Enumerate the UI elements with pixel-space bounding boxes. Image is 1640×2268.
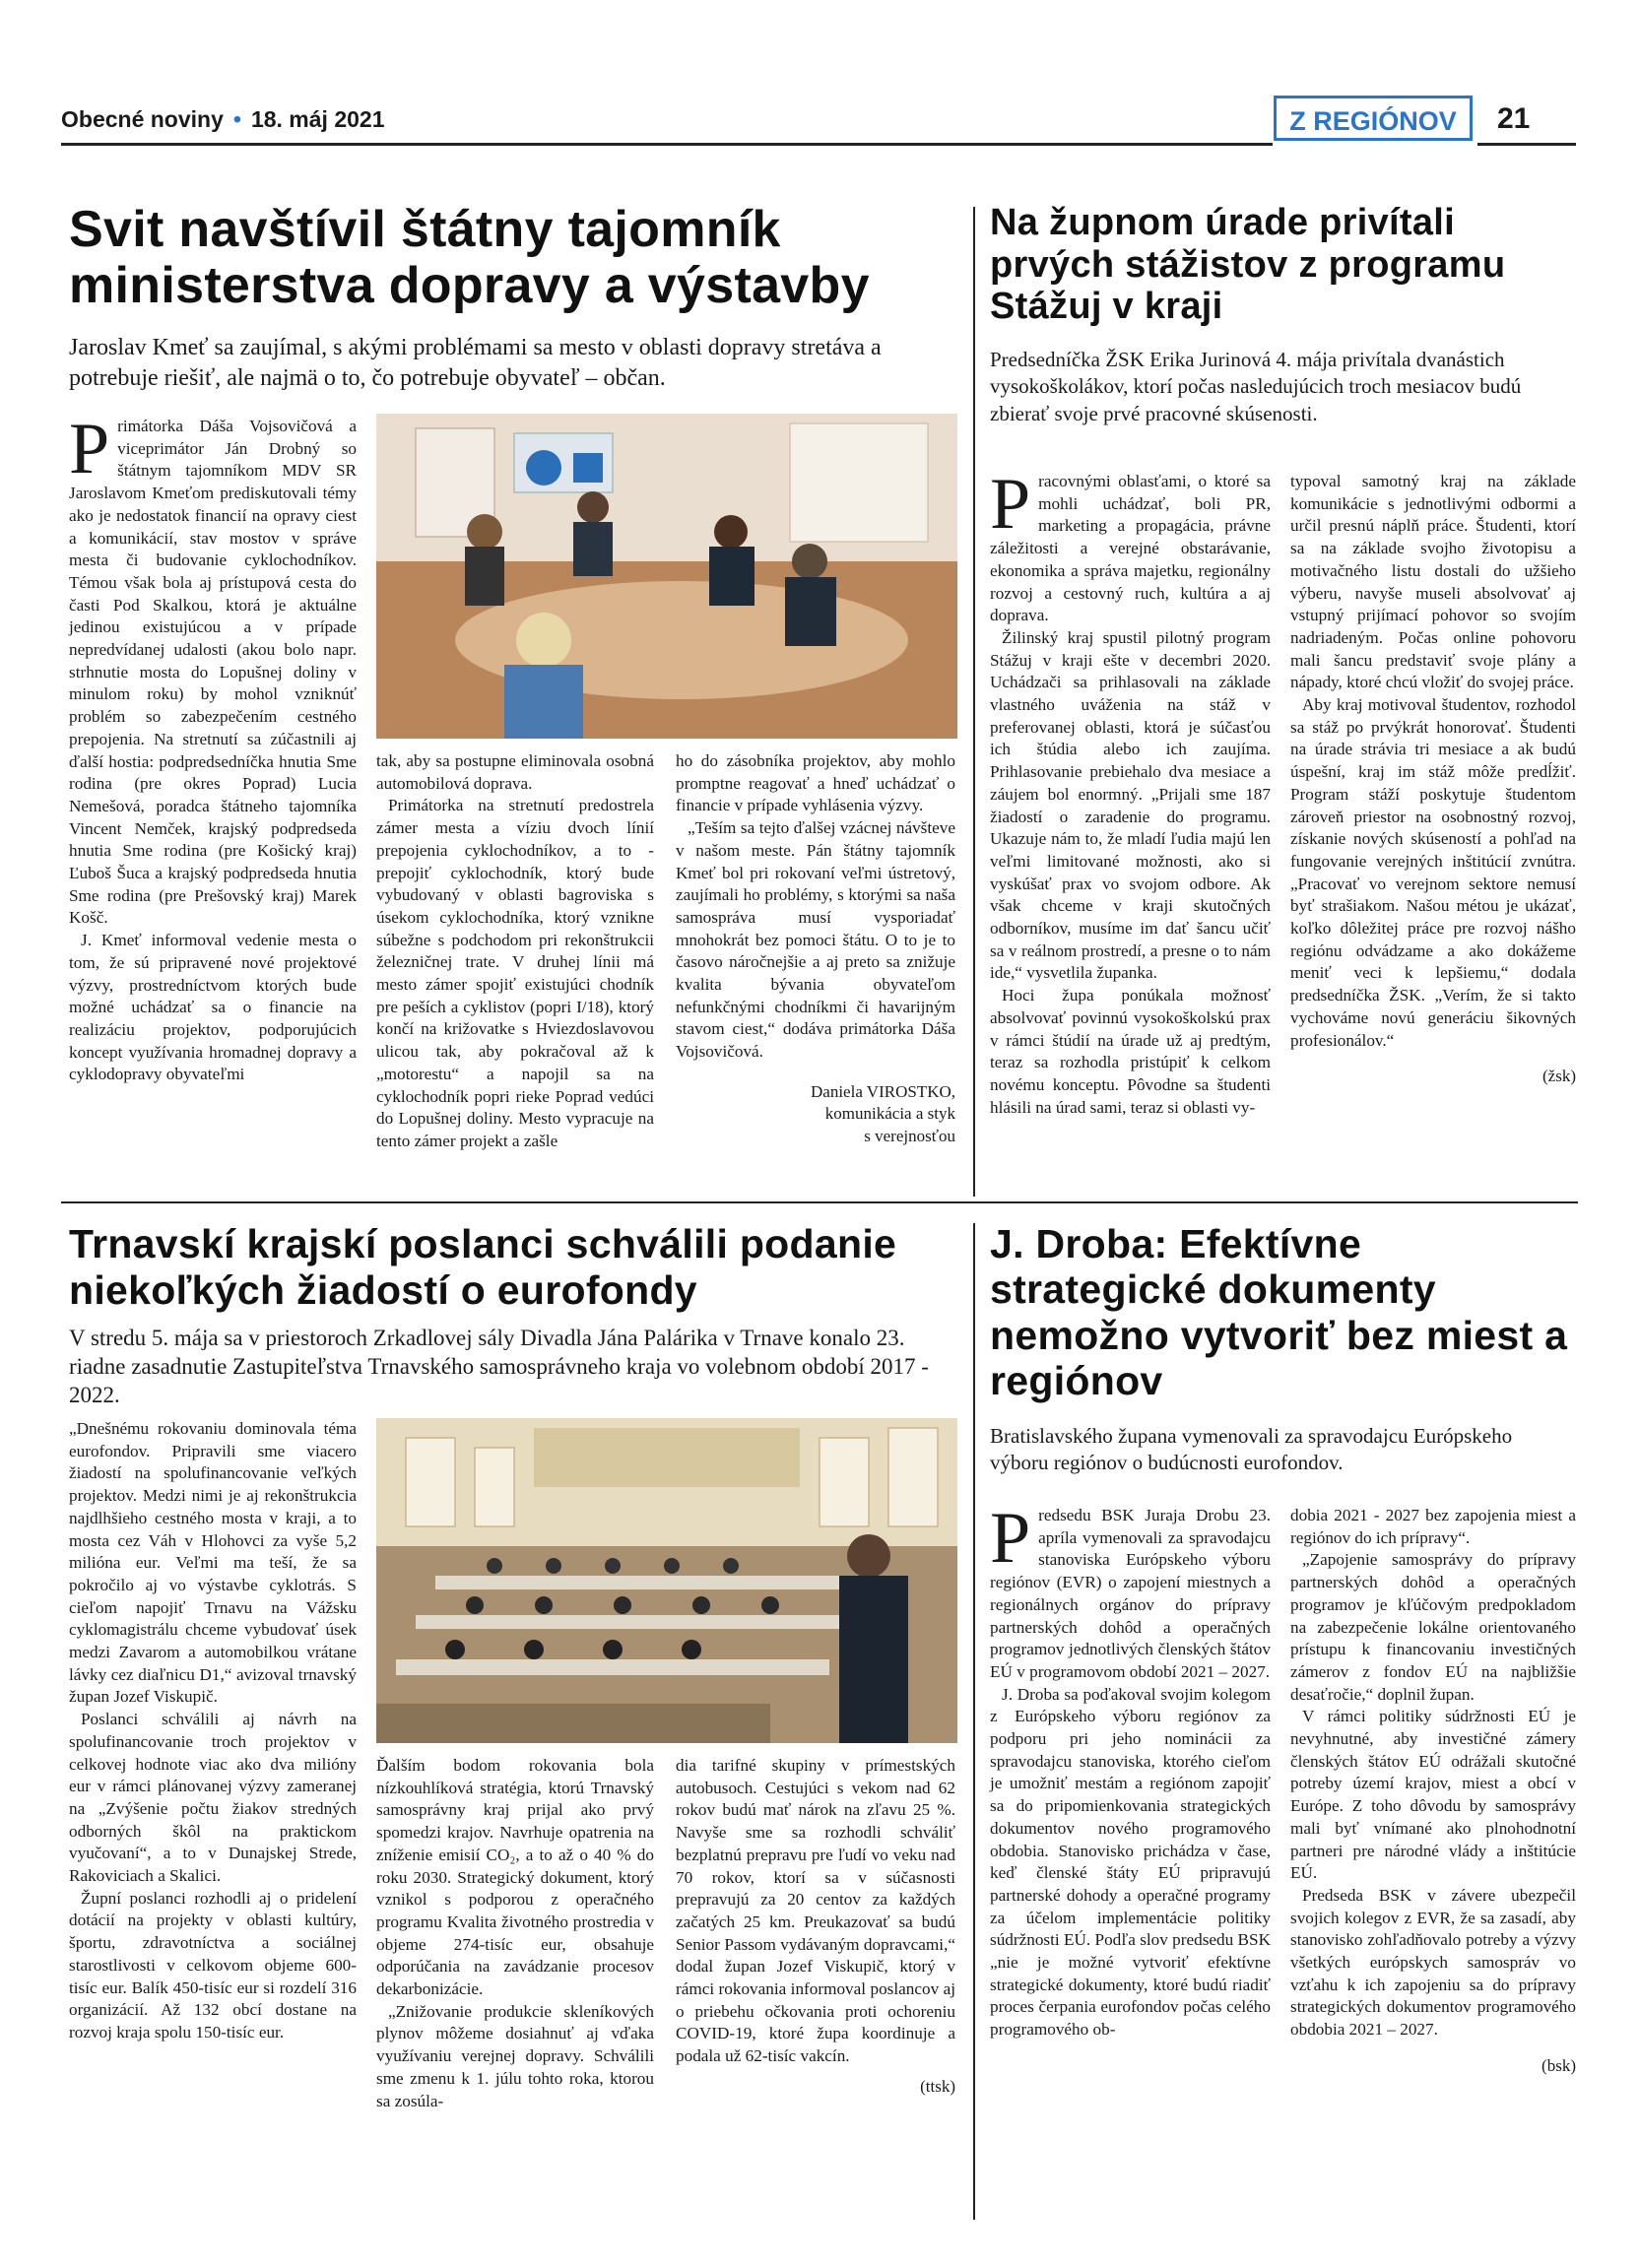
article1-para: „Teším sa tejto ďalšej vzácnej návšteve v našom meste. Pán štátny tajomník Kmeť bol pri rokovaní veľmi ústretový, zaujímali ho problémy, s ktorými sa naša samospráva musí vysporiadať mnohokrát bez pomoci štátu. O to je to časovo náročnejšie a aj preto sa znižuje kvalita bývania obyvateľom nefunkčnými chodníkmi či havarijným stavom ciest,“ dodáva primátorka Dáša Vojsovičová. xyxy=(676,818,955,1062)
article1-column1 xyxy=(69,409,357,1086)
article3-column1 xyxy=(69,1418,357,2044)
signature-line: s verejnosťou xyxy=(864,1126,955,1145)
article4-title: J. Droba: Efektívne strategické dokumenty nemožno vytvoriť bez miest a regiónov xyxy=(990,1221,1568,1403)
drop-cap: P xyxy=(69,409,110,489)
paper-name: Obecné noviny xyxy=(61,106,224,132)
article2-para: Žilinský kraj spustil pilotný program Stážuj v kraji ešte v decembri 2020. Uchádzači sa prihlasovali na základe vlastného uváženia na stáž v preferovanej oblasti, ktorá je súčasťou ich štúdia alebo ich zaujíma. Prihlasovanie prebiehalo dva mesiace a záujem bol enormný. „Prijali sme 187 žiadostí o zaradenie do programu. Ukazuje nám to, že mladí ľudia majú len veľmi limitované možnosti, ako si vyskúšať prax vo svojom odbore. Ak však chceme v kraji skutočných odborníkov, musíme im dať šancu učiť sa v reálnom prostredí, a presne o to nám ide,“ vysvetlila županka. xyxy=(990,627,1271,983)
article3-title: Trnavskí krajskí poslanci schválili podanie niekoľkých žiadostí o eurofondy xyxy=(69,1221,897,1314)
article4-para: Predsedu BSK Juraja Drobu 23. apríla vymenovali za spravodajcu stanoviska Európskeho výboru regiónov (EVR) o zapojení miestnych a regionálnych orgánov do prípravy partnerských dohôd a operačných programov jednotlivých členských štátov EÚ v programovom období 2021 – 2027. xyxy=(990,1498,1271,1681)
article1-para: J. Kmeť informoval vedenie mesta o tom, že sú pripravené nové projektové výzvy, prostredníctvom ktorých bude možné uchádzať sa o financie na realizáciu projektov, podporujúcich koncept využívania hromadnej dopravy a cyklodopravy obyvateľmi xyxy=(69,931,357,1084)
article4-para: dobia 2021 - 2027 bez zapojenia miest a regiónov do ich prípravy“. xyxy=(1290,1506,1576,1547)
council-hall-photo xyxy=(376,1418,957,1743)
article1-para: ho do zásobníka projektov, aby mohlo promptne reagovať a hneď uchádzať o financie v prípade vyhlásenia výzvy. xyxy=(676,751,955,815)
article1-signature xyxy=(676,1081,955,1147)
article3-para: Poslanci schválili aj návrh na spolufinancovanie troch projektov v celkovej hodnote viac ako dva milióny eur v rámci plánovanej výzvy zameranej na „Zvýšenie počtu žiakov stredných odborných škôl na praktickom vyučovaní“, a to v Dunajskej Strede, Rakoviciach a Skalici. xyxy=(69,1710,357,1886)
header-rule-right xyxy=(1477,143,1576,146)
article2-para: Pracovnými oblasťami, o ktoré sa mohli uchádzať, boli PR, marketing a propagácia, právne záležitosti a verejné obstarávanie, ekonomika a správa majetku, regionálny rozvoj a cestovný ruch, kultúra a aj doprava. xyxy=(990,464,1271,625)
article3-tag: (ttsk) xyxy=(920,2076,955,2096)
issue-date: 18. máj 2021 xyxy=(250,106,385,132)
article4-column2 xyxy=(1290,1505,1576,2077)
article2-para: typoval samotný kraj na základe komunikácie s jednotlivými odbormi a určil presnú náplň práce. Študenti, ktorí sa na základe svojho životopisu a motivačného listu dostali do užšieho výberu, navyše museli absolvovať aj vstupný prijímací pohovor so svojím nadriadeným. Počas online pohovoru mali šancu predstaviť svoje plány a nápady, ktoré chcú vložiť do svojej práce. xyxy=(1290,472,1576,692)
bullet-icon: • xyxy=(232,106,241,132)
drop-cap: P xyxy=(990,464,1031,545)
article3-lead: V stredu 5. mája sa v priestoroch Zrkadlovej sály Divadla Jána Palárika v Trnave konalo 23. riadne zasadnutie Zastupiteľstva Trnavského samosprávneho kraja vo volebnom období 2017 - 2022. xyxy=(69,1326,929,1407)
section-rule xyxy=(61,1201,1578,1203)
article2-column2 xyxy=(1290,471,1576,1088)
article2-para: Hoci župa ponúkala možnosť absolvovať povinnú vysokoškolskú prax v rámci štúdií na úrade už aj predtým, teraz sa rozhodla pristúpiť k celkom novému konceptu. Pôvodne sa študenti hlásili na úrad sami, teraz si oblasti vy- xyxy=(990,986,1271,1117)
article2-lead: Predsedníčka ŽSK Erika Jurinová 4. mája privítala dvanástich vysokoškolákov, ktorí počas nasledujúcich troch mesiacov budú zbierať svoje prvé pracovné skúsenosti. xyxy=(990,348,1522,425)
signature-line: Daniela VIROSTKO, xyxy=(811,1081,955,1101)
article3-column3 xyxy=(676,1755,955,2098)
article2-title: Na župnom úrade privítali prvých stážistov z programu Stážuj v kraji xyxy=(990,202,1506,328)
article2-column1 xyxy=(990,464,1271,1119)
article1-para: Primátorka na stretnutí predostrela zámer mesta a víziu dvoch línií prepojenia cyklochodníkov, a to - prepojiť cyklochodník, ktorý bude vybudovaný v oblasti bagroviska s úsekom cyklochodníka, ktorý vznikne súbežne s podchodom pri rekonštrukcii železničnej trate. V druhej línii má mesto zámer spojiť existujúci chodník pre peších a cyklistov (popri I/18), ktorý končí na križovatke s Hviezdoslavovou ulicou tak, aby pokračoval až k „motorestu“ a napojil sa na cyklochodník popri rieke Poprad vedúci do Lopušnej doliny. Mesto vypracuje na tento zámer projekt a zašle xyxy=(376,796,654,1150)
article1-para: Primátorka Dáša Vojsovičová a viceprimátor Ján Drobný so štátnym tajomníkom MDV SR Jaroslavom Kmeťom prediskutovali témy ako je nedostatok financií na opravy ciest a komunikácií, stav mostov v správe mesta či budovanie cyklochodníkov. Témou však bola aj prístupová cesta do časti Pod Skalkou, ktorá je aktuálne jedinou existujúcou a v prípade nepredvídanej udalosti (akou bolo napr. strhnutie mosta do Lopušnej doliny v minulom roku) by mohol vzniknúť problém so zabezpečením cestného prepojenia. Na stretnutí sa zúčastnili aj ďalší hostia: podpredsedníčka hnutia Sme rodina (pre okres Poprad) Lucia Nemešová, poradca štátneho tajomníka Vincent Nemček, krajský podpredseda hnutia Sme rodina (pre Košický kraj) Ľuboš Šuca a krajský podpredseda hnutia Sme rodina (pre Prešovský kraj) Marek Košč. xyxy=(69,409,357,928)
column-divider-bottom xyxy=(973,1223,975,2220)
article1-column2 xyxy=(376,750,654,1153)
article3-para: dia tarifné skupiny v prímestských autobusoch. Cestujúci s vekom nad 62 rokov budú mať nárok na zľavu 25 %. Navyše sme sa rozhodli schváliť bezplatnú prepravu pre ľudí vo veku nad 70 rokov, ktorí sa v súčasnosti prepravujú za 20 centov za každých začatých 25 km. Preukazovať sa budú Senior Passom vydávaným dopravcami,“ dodal župan Jozef Viskupič, ktorý v rámci rokovania informoval poslancov aj o priebehu očkovania proti ochoreniu COVID-19, ktoré župa koordinuje a podala už 62-tisíc vakcín. xyxy=(676,1756,955,2066)
masthead xyxy=(61,106,385,133)
article4-para: V rámci politiky súdržnosti EÚ je nevyhnutné, aby investičné zámery členských štátov EÚ odrážali skutočné potreby území krajov, miest a obcí v Európe. Z toho dôvodu by samosprávy mali byť vnímané ako plnohodnotní partneri pre národné vlády a inštitúcie EÚ. xyxy=(1290,1707,1576,1883)
article2-para: Aby kraj motivoval študentov, rozhodol sa stáž po prvýkrát honorovať. Študenti na úrade strávia tri mesiace a ak budú úspešní, kraj im stáž môže predĺžiť. Program stáží poskytuje študentom zároveň priestor na osobnostný rozvoj, získanie nových skúseností a pohľad na fungovanie verejných inštitúcií zvnútra. „Pracovať vo verejnom sektore nemusí byť strašiakom. Našou métou je ukázať, koľko dôležitej práce pre rozvoj nášho regiónu odvádzame a ako dokážeme meniť veci k lepšiemu,“ dodala predsedníčka ŽSK. „Verím, že si takto vychováme novú generáciu šikovných profesionálov.“ xyxy=(1290,695,1576,1050)
article1-column3 xyxy=(676,750,955,1147)
article1-title: Svit navštívil štátny tajomník ministerstva dopravy a výstavby xyxy=(69,201,870,315)
article4-para: Predseda BSK v závere ubezpečil svojich kolegov z EVR, že sa zasadí, aby stanovisko zohľadňovalo potreby a výzvy všetkých európskych samospráv vo vzťahu k ich zapojeniu sa do prípravy strategických dokumentov programového obdobia 2021 – 2027. xyxy=(1290,1885,1576,2040)
article4-para: J. Droba sa poďakoval svojim kolegom z Európskeho výboru regiónov za podporu pri jeho nominácii za spravodajcu stanoviska, ktorého cieľom je umožniť mestám a regiónom zapojiť sa do pripomienkovania strategických dokumentov nového programového obdobia. Stanovisko prichádza v čase, keď členské štáty EÚ pripravujú partnerské dohody a operačné programy za účelom implementácie politiky súdržnosti EÚ. Podľa slov predsedu BSK „nie je možné vytvoriť efektívne strategické dokumenty, ktoré budú riadiť proces čerpania eurofondov počas celého programového ob- xyxy=(990,1684,1271,2040)
article1-lead: Jaroslav Kmeť sa zaujímal, s akými problémami sa mesto v oblasti dopravy stretáva a potrebuje riešiť, ale najmä o to, čo potrebuje obyvateľ – občan. xyxy=(69,335,882,392)
article4-column1 xyxy=(990,1498,1271,2041)
article2-tag: (žsk) xyxy=(1542,1067,1576,1086)
signature-line: komunikácia a styk xyxy=(824,1104,955,1124)
meeting-room-photo xyxy=(376,414,957,739)
header-rule xyxy=(61,143,1273,146)
article4-para: „Zapojenie samosprávy do prípravy partnerských dohôd a operačných programov je kľúčovým predpokladom na zabezpečenie lokálne orientovaného prístupu k financovaniu investičných zámerov z fondov EÚ na najbližšie desaťročie,“ doplnil župan. xyxy=(1290,1550,1576,1704)
section-rubric: Z REGIÓNOV xyxy=(1274,96,1473,141)
column-divider-top xyxy=(973,207,975,1197)
article3-para: Ďalším bodom rokovania bola nízkouhlíková stratégia, ktorú Trnavský samosprávny kraj prijal ako prvý spomedzi krajov. Navrhuje opatrenia na zníženie emisií CO₂, a to až o 40 % do roku 2030. Strategický dokument, ktorý vznikol s podporou z operačného programu Kvalita životného prostredia v objeme 274-tisíc eur, obsahuje odporúčania na zavádzanie procesov dekarbonizácie. xyxy=(376,1756,654,1999)
article4-tag: (bsk) xyxy=(1542,2055,1576,2075)
article3-para: „Dnešnému rokovaniu dominovala téma eurofondov. Pripravili sme viacero žiadostí na spolufinancovanie veľkých projektov. Medzi nimi je aj rekonštrukcia najdlhšieho cestného mosta v kraji, a to mosta cez Váh v Hlohovci za vyše 5,2 milióna eur. Veľmi ma teší, že sa pokročilo aj vo výstavbe cyklotrás. S cieľom napojiť Trnavu na Vážsku cyklomagistrálu chceme vybudovať úsek medzi Zavarom a automobilkou vrátane lávky cez diaľnicu D1,“ avizoval trnavský župan Jozef Viskupič. xyxy=(69,1419,357,1707)
article1-para: tak, aby sa postupne eliminovala osobná automobilová doprava. xyxy=(376,751,654,793)
article3-para: „Znižovanie produkcie skleníkových plynov môžeme dosiahnuť aj vďaka využívaniu verejnej dopravy. Schválili sme zmenu k 1. júlu tohto roka, ktorou sa zosúla- xyxy=(376,2001,654,2110)
drop-cap: P xyxy=(990,1498,1031,1579)
article3-column2 xyxy=(376,1755,654,2112)
article4-lead: Bratislavského župana vymenovali za spravodajcu Európskeho výboru regiónov o budúcnosti eurofondov. xyxy=(990,1424,1513,1475)
page-number: 21 xyxy=(1497,102,1531,135)
article3-para: Župní poslanci rozhodli aj o pridelení dotácií na projekty v oblasti kultúry, športu, zdravotníctva a sociálnej starostlivosti v celkovom objeme 600-tisíc eur. Balík 450-tisíc eur si rozdelí 316 organizácií. Až 132 obcí dostane na rozvoj kraja spolu 150-tisíc eur. xyxy=(69,1888,357,2041)
